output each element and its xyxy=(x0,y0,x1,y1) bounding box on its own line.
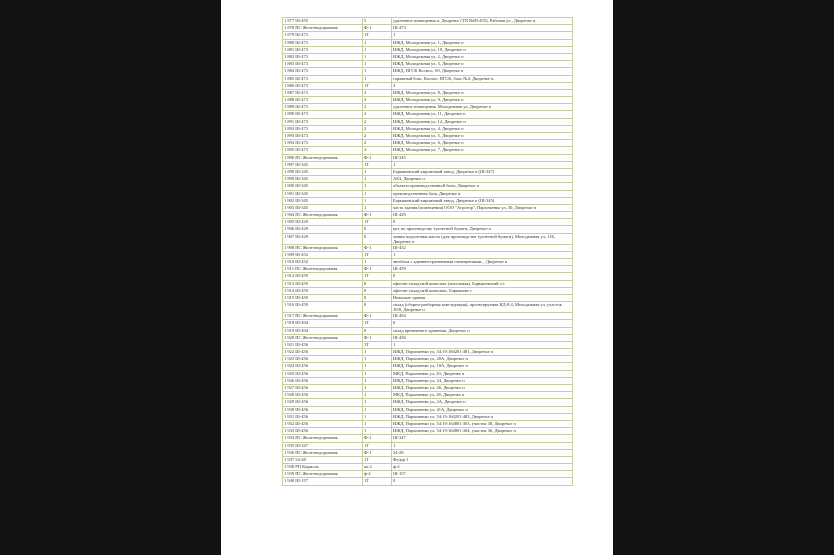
description-cell: ИЖД, Молодежная ул, 10, Дворечье п xyxy=(392,46,573,53)
row-id-cell: 1 921 Ш-456 xyxy=(283,341,363,348)
table-row xyxy=(283,259,573,266)
description-cell: ИЖД, Молодежная ул, 6, Дворечье п xyxy=(392,140,573,147)
table-row xyxy=(283,39,573,46)
description-cell: ИЖД, ПГСК Космос, 69, Дворечье п xyxy=(392,68,573,75)
description-cell: цех по производству туалетной бумаги, Дворечье п xyxy=(392,226,573,233)
row-id-cell: 1 920 ПС Железнодорожная xyxy=(283,334,363,341)
feeder-cell: яч.2 xyxy=(363,464,392,471)
feeder-cell: Ф-1 xyxy=(363,25,392,32)
feeder-cell: 0 xyxy=(363,287,392,294)
row-id-cell: 1 916 Ш-459 xyxy=(283,302,363,313)
table-row xyxy=(283,341,573,348)
description-cell: удаленное помещения п. Дворечье (ТП №Ш-455), Рабочая ул., Дворечье п. xyxy=(392,18,573,25)
row-id-cell: 1 900 Ш-345 xyxy=(283,183,363,190)
feeder-cell: 1Т xyxy=(363,273,392,280)
table-row xyxy=(283,327,573,334)
description-cell: автобаза с административными помещениями, , Дворечье п xyxy=(392,259,573,266)
row-id-cell: 1 913 Ш-459 xyxy=(283,280,363,287)
row-id-cell: 1 903 Ш-345 xyxy=(283,204,363,211)
table-row xyxy=(283,219,573,226)
description-cell: ИЖД, Молодежная ул, 7, Дворечье п xyxy=(392,147,573,154)
row-id-cell: 1 886 Ш-473 xyxy=(283,82,363,89)
description-cell: ИЖД, Молодежная ул, 2, Дворечье п xyxy=(392,53,573,60)
description-cell: ИЖД, Молодежная ул, 12, Дворечье п xyxy=(392,118,573,125)
description-cell: 1 xyxy=(392,442,573,449)
feeder-cell: Ф-1 xyxy=(363,244,392,251)
row-id-cell: 1 933 Ш-456 xyxy=(283,428,363,435)
feeder-cell: 1 xyxy=(363,420,392,427)
row-id-cell: 1 887 Ш-473 xyxy=(283,89,363,96)
description-cell: ИЖД, Молодежная ул, 3, Дворечье п xyxy=(392,61,573,68)
table-row xyxy=(283,428,573,435)
feeder-cell: 1 xyxy=(363,413,392,420)
description-cell: ИЖД, Пархоменко ул, 18А, Дворечье п xyxy=(392,363,573,370)
row-id-cell: 1 937 54-28 xyxy=(283,456,363,463)
table-row xyxy=(283,190,573,197)
table-row xyxy=(283,154,573,161)
row-id-cell: 1 911 ПС Железнодорожная xyxy=(283,266,363,273)
row-id-cell: 1 882 Ш-473 xyxy=(283,53,363,60)
feeder-cell: 1 xyxy=(363,39,392,46)
description-cell: офисно-складской комплекс (котельная), Барышевский с/с xyxy=(392,280,573,287)
table-row xyxy=(283,147,573,154)
row-id-cell: 1 940 Ш-157 xyxy=(283,478,363,485)
description-cell: ИЖД, Молодежная ул, 9, Дворечье п xyxy=(392,97,573,104)
table-row xyxy=(283,233,573,244)
table-row xyxy=(283,140,573,147)
feeder-cell: Ф-1 xyxy=(363,266,392,273)
table-row xyxy=(283,212,573,219)
description-cell: АБЗ, Дворечье п xyxy=(392,176,573,183)
table-row xyxy=(283,456,573,463)
row-id-cell: 1 878 ПС Железнодорожная xyxy=(283,25,363,32)
feeder-cell: 1 xyxy=(363,75,392,82)
description-cell: 1 xyxy=(392,251,573,258)
table-row xyxy=(283,125,573,132)
description-cell: ИЖД, Пархоменко ул, 26, Дворечье п xyxy=(392,385,573,392)
description-cell: ИЖД, Пархоменко ул, 54:19:160201:485, Дворечье п xyxy=(392,413,573,420)
description-cell: МКД, Пархоменко ул, 28, Дворечье п xyxy=(392,392,573,399)
table-row xyxy=(283,244,573,251)
feeder-cell: 1 xyxy=(363,385,392,392)
row-id-cell: 1 880 Ш-473 xyxy=(283,39,363,46)
row-id-cell: 1 897 Ш-345 xyxy=(283,161,363,168)
row-id-cell: 1 917 ПС Железнодорожная xyxy=(283,313,363,320)
row-id-cell: 1 931 Ш-456 xyxy=(283,413,363,420)
feeder-cell: 0 xyxy=(363,280,392,287)
description-cell: Ш-494 xyxy=(392,313,573,320)
feeder-cell: 1 xyxy=(363,377,392,384)
feeder-cell: 1Т xyxy=(363,456,392,463)
row-id-cell: 1 892 Ш-473 xyxy=(283,125,363,132)
table-row xyxy=(283,420,573,427)
table-row xyxy=(283,413,573,420)
table-row xyxy=(283,435,573,442)
table-row xyxy=(283,46,573,53)
table-row xyxy=(283,280,573,287)
description-cell: ИЖД, Молодежная ул, 1, Дворечье п xyxy=(392,39,573,46)
description-cell: линия подготовки массы (для производства туалетной бумаги), Молодежная ул, 11Б, Дворечье п xyxy=(392,233,573,244)
description-cell: ИЖД, Молодежная ул, 4, Дворечье п xyxy=(392,125,573,132)
row-id-cell: 1 926 Ш-456 xyxy=(283,377,363,384)
row-id-cell: 1 909 Ш-452 xyxy=(283,251,363,258)
description-cell: ИЖД, Молодежная ул, 5, Дворечье п xyxy=(392,133,573,140)
description-cell: 54-28 xyxy=(392,449,573,456)
table-row xyxy=(283,61,573,68)
row-id-cell: 1 895 Ш-473 xyxy=(283,147,363,154)
row-id-cell: 1 888 Ш-473 xyxy=(283,97,363,104)
feeder-cell: 2 xyxy=(363,97,392,104)
table-row xyxy=(283,449,573,456)
table-row xyxy=(283,104,573,111)
feeder-cell: 1 xyxy=(363,349,392,356)
table-row xyxy=(283,204,573,211)
row-id-cell: 1 919 Ш-494 xyxy=(283,327,363,334)
feeder-cell: 0 xyxy=(363,294,392,301)
description-cell: 0 xyxy=(392,320,573,327)
row-id-cell: 1 939 ПС Железнодорожная xyxy=(283,471,363,478)
table-row xyxy=(283,302,573,313)
row-id-cell: 1 884 Ш-473 xyxy=(283,68,363,75)
table-row xyxy=(283,75,573,82)
row-id-cell: 1 934 ПС Железнодорожная xyxy=(283,435,363,442)
row-id-cell: 1 906 Ш-429 xyxy=(283,226,363,233)
table-row xyxy=(283,399,573,406)
row-id-cell: 1 905 Ш-429 xyxy=(283,219,363,226)
table-row xyxy=(283,464,573,471)
feeder-cell: Ф-1 xyxy=(363,212,392,219)
table-row xyxy=(283,53,573,60)
description-cell: производственная база, Дворечье п xyxy=(392,190,573,197)
feeder-cell: 1 xyxy=(363,406,392,413)
feeder-cell: 1 xyxy=(363,190,392,197)
feeder-cell: 1Т xyxy=(363,32,392,39)
description-cell: Барышевский кирпичный завод, Дворечье п (Ш-345) xyxy=(392,197,573,204)
row-id-cell: 1 898 Ш-345 xyxy=(283,168,363,175)
row-id-cell: 1 881 Ш-473 xyxy=(283,46,363,53)
description-cell: 0 xyxy=(392,273,573,280)
row-id-cell: 1 918 Ш-494 xyxy=(283,320,363,327)
table-row xyxy=(283,313,573,320)
feeder-cell: 1Т xyxy=(363,442,392,449)
row-id-cell: 1 889 Ш-473 xyxy=(283,104,363,111)
row-id-cell: 1 877 Ш-455 xyxy=(283,18,363,25)
feeder-cell: 1Т xyxy=(363,478,392,485)
table-row xyxy=(283,471,573,478)
table-row xyxy=(283,294,573,301)
feeder-cell: 2 xyxy=(363,125,392,132)
row-id-cell: 1 928 Ш-456 xyxy=(283,392,363,399)
row-id-cell: 1 938 РП Кирилль xyxy=(283,464,363,471)
feeder-cell: 1 xyxy=(363,259,392,266)
table-row xyxy=(283,226,573,233)
table-row xyxy=(283,287,573,294)
feeder-cell: 1 xyxy=(363,176,392,183)
feeder-cell: 1Т xyxy=(363,320,392,327)
row-id-cell: 1 896 ПС Железнодорожная xyxy=(283,154,363,161)
row-id-cell: 1 890 Ш-473 xyxy=(283,111,363,118)
description-cell: гаражный бокс, Космос ПГСК, бокс №4, Дворечье п, xyxy=(392,75,573,82)
feeder-cell: 1 xyxy=(363,370,392,377)
table-row xyxy=(283,363,573,370)
table-row xyxy=(283,18,573,25)
row-id-cell: 1 879 Ш-473 xyxy=(283,32,363,39)
feeder-cell: 1 xyxy=(363,61,392,68)
table-row xyxy=(283,385,573,392)
table-row xyxy=(283,183,573,190)
feeder-cell: 1Т xyxy=(363,161,392,168)
row-id-cell: 1 935 Ш-347 xyxy=(283,442,363,449)
description-cell: Нежилые здания xyxy=(392,294,573,301)
row-id-cell: 1 893 Ш-473 xyxy=(283,133,363,140)
description-cell: Барышевский кирпичный завод, Дворечье п (Ш-347) xyxy=(392,168,573,175)
feeder-cell: Ф-1 xyxy=(363,435,392,442)
description-cell: Федор I xyxy=(392,456,573,463)
row-id-cell: 1 927 Ш-456 xyxy=(283,385,363,392)
description-cell: МКД, Пархоменко ул, 20, Дворечье п xyxy=(392,370,573,377)
feeder-cell: Ф-1 xyxy=(363,449,392,456)
description-cell: 1 xyxy=(392,161,573,168)
feeder-cell: 1Т xyxy=(363,341,392,348)
feeder-cell: 0 xyxy=(363,233,392,244)
table-row xyxy=(283,392,573,399)
row-id-cell: 1 929 Ш-456 xyxy=(283,399,363,406)
table-row xyxy=(283,478,573,485)
row-id-cell: 1 912 Ш-459 xyxy=(283,273,363,280)
row-id-cell: 1 899 Ш-345 xyxy=(283,176,363,183)
feeder-cell: 1 xyxy=(363,399,392,406)
feeder-cell: 1 xyxy=(363,197,392,204)
description-cell: 2 xyxy=(392,82,573,89)
description-cell: Ш-452 xyxy=(392,244,573,251)
row-id-cell: 1 910 Ш-452 xyxy=(283,259,363,266)
feeder-cell: Ф-1 xyxy=(363,334,392,341)
description-cell: удаленное помещения, Молодежная ул, Дворечье п xyxy=(392,104,573,111)
feeder-cell: 1 xyxy=(363,204,392,211)
feeder-cell: 2 xyxy=(363,118,392,125)
table-row xyxy=(283,273,573,280)
description-cell: Ш-345 xyxy=(392,154,573,161)
document-page xyxy=(221,0,613,555)
feeder-cell: Ф-1 xyxy=(363,154,392,161)
row-id-cell: 1 925 Ш-456 xyxy=(283,370,363,377)
row-id-cell: 1 901 Ш-345 xyxy=(283,190,363,197)
feeder-cell: 2 xyxy=(363,89,392,96)
table-row xyxy=(283,25,573,32)
row-id-cell: 1 894 Ш-473 xyxy=(283,140,363,147)
table-row xyxy=(283,377,573,384)
feeder-cell: 1 xyxy=(363,392,392,399)
feeder-cell: 0 xyxy=(363,302,392,313)
feeder-cell: 0 xyxy=(363,327,392,334)
feeder-cell: 1Т xyxy=(363,82,392,89)
description-cell: Ш-473 xyxy=(392,25,573,32)
feeder-cell: 0 xyxy=(363,226,392,233)
feeder-cell: 2 xyxy=(363,111,392,118)
description-cell: объекты производственной базы, Дворечье п xyxy=(392,183,573,190)
description-cell: Ш-429 xyxy=(392,212,573,219)
description-cell: ИЖД, Пархоменко ул, 54:19:160201:481, Дворечье п xyxy=(392,349,573,356)
row-id-cell: 1 930 Ш-456 xyxy=(283,406,363,413)
row-id-cell: 1 922 Ш-456 xyxy=(283,349,363,356)
feeder-cell: 2 xyxy=(363,140,392,147)
table-row xyxy=(283,89,573,96)
table-row xyxy=(283,111,573,118)
feeder-cell: 1 xyxy=(363,356,392,363)
table-row xyxy=(283,334,573,341)
table-row xyxy=(283,370,573,377)
feeder-cell: 5 xyxy=(363,18,392,25)
description-cell: Ш-347 xyxy=(392,435,573,442)
row-id-cell: 1 923 Ш-456 xyxy=(283,356,363,363)
table-row xyxy=(283,266,573,273)
table-row xyxy=(283,176,573,183)
feeder-cell: 1 xyxy=(363,363,392,370)
table-row xyxy=(283,356,573,363)
row-id-cell: 1 891 Ш-473 xyxy=(283,118,363,125)
feeder-cell: 1Т xyxy=(363,219,392,226)
row-id-cell: 1 883 Ш-473 xyxy=(283,61,363,68)
feeder-cell: 2 xyxy=(363,104,392,111)
description-cell: часть здания (помещения) ООО "Агротор", Пархоменко ул, 30, Дворечье п xyxy=(392,204,573,211)
row-id-cell: 1 904 ПС Железнодорожная xyxy=(283,212,363,219)
description-cell: ф-2 xyxy=(392,464,573,471)
row-id-cell: 1 936 ПС Железнодорожная xyxy=(283,449,363,456)
description-cell: Ш-456 xyxy=(392,334,573,341)
table-row xyxy=(283,68,573,75)
description-cell: ИЖД, Молодежная ул, 8, Дворечье п xyxy=(392,89,573,96)
description-cell: 0 xyxy=(392,478,573,485)
description-cell: 1 xyxy=(392,32,573,39)
row-id-cell: 1 908 ПС Железнодорожная xyxy=(283,244,363,251)
description-cell: ИЖД, Пархоменко ул, 41А, Дворечье п xyxy=(392,406,573,413)
table-row xyxy=(283,197,573,204)
table-row xyxy=(283,320,573,327)
feeder-cell: 1 xyxy=(363,53,392,60)
table-row xyxy=(283,168,573,175)
table-row xyxy=(283,32,573,39)
description-cell: ИЖД, Пархоменко ул, 2А, Дворечье п xyxy=(392,399,573,406)
row-id-cell: 1 907 Ш-429 xyxy=(283,233,363,244)
table-row xyxy=(283,82,573,89)
description-cell: склад временного хранения, Дворечье п xyxy=(392,327,573,334)
row-id-cell: 1 914 Ш-459 xyxy=(283,287,363,294)
feeder-cell: 2 xyxy=(363,147,392,154)
feeder-cell: 1 xyxy=(363,68,392,75)
feeder-cell: 2 xyxy=(363,133,392,140)
table-row xyxy=(283,161,573,168)
description-cell: ИЖД, Пархоменко ул, 24, Дворечье п xyxy=(392,377,573,384)
description-cell: ИЖД, Пархоменко ул, 54:19:164801:363, участок 38, Дворечье п xyxy=(392,420,573,427)
feeder-cell: 1 xyxy=(363,168,392,175)
row-id-cell: 1 915 Ш-459 xyxy=(283,294,363,301)
feeder-cell: 1 xyxy=(363,46,392,53)
description-cell: склад (сборно-разборная конструкция), проектируемая КД-8.4, Молодежная ул, участок 10/8, Дворечье п xyxy=(392,302,573,313)
description-cell: Ш-459 xyxy=(392,266,573,273)
table-row xyxy=(283,442,573,449)
description-cell: ИЖД, Молодежная ул, 11, Дворечье п xyxy=(392,111,573,118)
description-cell: 1 xyxy=(392,341,573,348)
substation-table xyxy=(282,17,573,486)
row-id-cell: 1 885 Ш-473 xyxy=(283,75,363,82)
feeder-cell: 1 xyxy=(363,183,392,190)
feeder-cell: ф-2 xyxy=(363,471,392,478)
description-cell: Ш-157 xyxy=(392,471,573,478)
table-row xyxy=(283,133,573,140)
table-row xyxy=(283,349,573,356)
feeder-cell: 1 xyxy=(363,428,392,435)
row-id-cell: 1 902 Ш-345 xyxy=(283,197,363,204)
row-id-cell: 1 932 Ш-456 xyxy=(283,420,363,427)
table-row xyxy=(283,118,573,125)
description-cell: ИЖД, Пархоменко ул, 20А, Дворечье п xyxy=(392,356,573,363)
description-cell: офисно-складской комплекс, Барышево с xyxy=(392,287,573,294)
feeder-cell: Ф-1 xyxy=(363,313,392,320)
table-row xyxy=(283,97,573,104)
description-cell: 0 xyxy=(392,219,573,226)
table-row xyxy=(283,251,573,258)
table-row xyxy=(283,406,573,413)
row-id-cell: 1 924 Ш-456 xyxy=(283,363,363,370)
feeder-cell: 1Т xyxy=(363,251,392,258)
description-cell: ИЖД, Пархоменко ул, 54:19:164801:364, участок 36, Дворечье п xyxy=(392,428,573,435)
